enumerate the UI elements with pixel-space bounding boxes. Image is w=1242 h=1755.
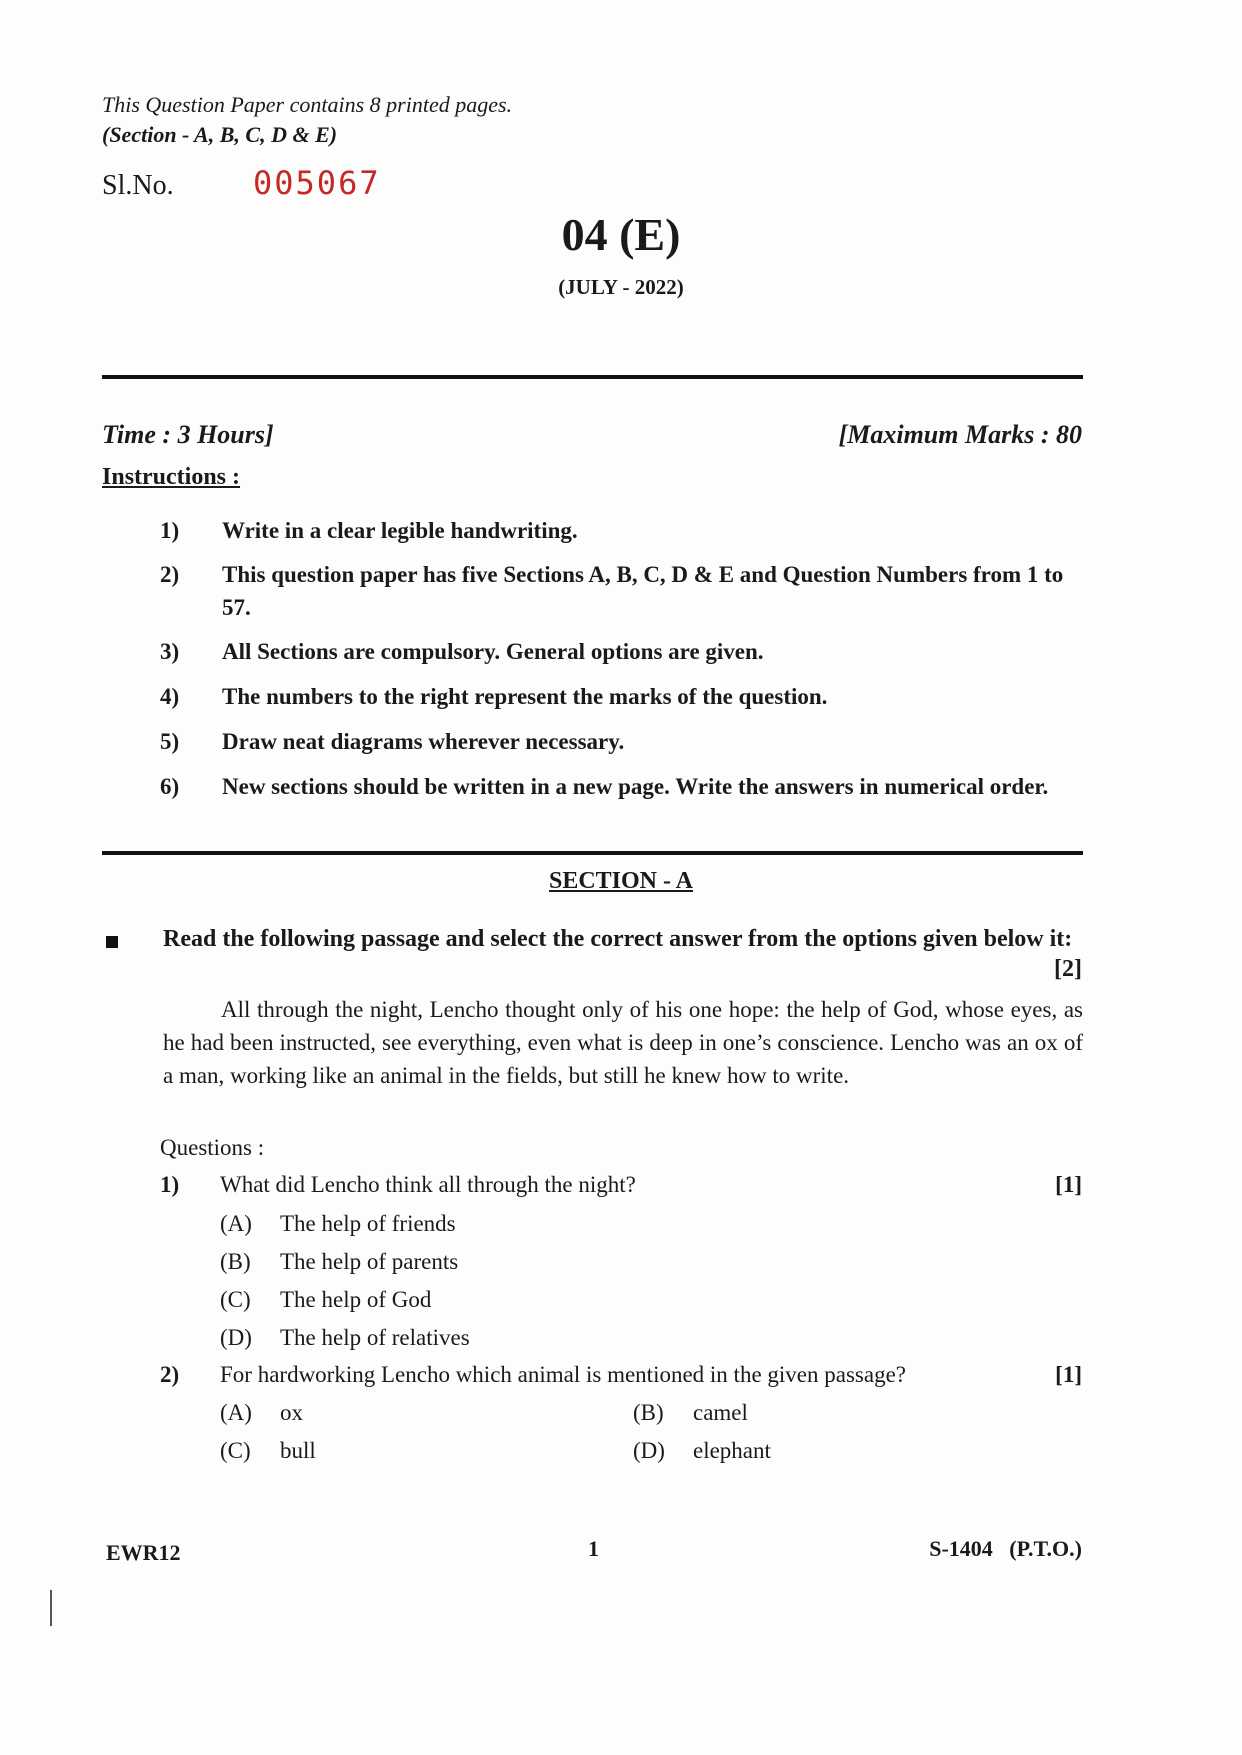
option-text: The help of God: [280, 1287, 432, 1312]
answer-option: [220, 1400, 303, 1426]
option-text: ox: [280, 1400, 303, 1425]
option-label: (A): [220, 1400, 252, 1425]
reading-passage: All through the night, Lencho thought only of his one hope: the help of God, whose eyes, as he had been instructed, see everything, even what is deep in one’s conscience. Lencho was an ox of a man, working like an animal in the fields, but still he knew how to write.: [163, 997, 1083, 1088]
option-label: (B): [633, 1400, 664, 1425]
printed-pages-note: This Question Paper contains 8 printed pages.: [102, 92, 513, 117]
option-label: (A): [220, 1211, 252, 1236]
option-label: (D): [633, 1438, 665, 1463]
instruction-text: The numbers to the right represent the marks of the question.: [222, 684, 828, 709]
answer-option: [220, 1249, 458, 1275]
answer-option: [633, 1400, 748, 1426]
maximum-marks: [Maximum Marks : 80: [838, 420, 1082, 449]
answer-option: [220, 1287, 431, 1313]
questions-label: Questions :: [160, 1135, 265, 1160]
answer-option: [633, 1438, 771, 1464]
option-label: (D): [220, 1325, 252, 1350]
time-allowed: Time : 3 Hours]: [102, 420, 274, 449]
instructions-title: Instructions :: [102, 464, 241, 490]
page-number: 1: [588, 1536, 599, 1561]
instruction-item: [160, 680, 1085, 713]
instruction-number: 6): [160, 774, 180, 799]
question-number: 2): [160, 1362, 180, 1387]
option-text: The help of relatives: [280, 1325, 470, 1350]
instruction-number: 4): [160, 684, 180, 709]
instruction-number: 5): [160, 729, 180, 754]
instruction-number: 1): [160, 518, 180, 543]
option-text: elephant: [693, 1438, 771, 1463]
answer-option: [220, 1211, 456, 1237]
section-a-title: SECTION - A: [548, 868, 694, 894]
scan-mark: [50, 1590, 52, 1626]
paper-reference: S-1404 (P.T.O.): [929, 1536, 1082, 1561]
option-text: The help of friends: [280, 1211, 456, 1236]
question-marks: [1]: [1055, 1172, 1082, 1197]
paper-code: 04 (E): [561, 209, 681, 260]
serial-number: 005067: [253, 164, 381, 202]
instruction-number: 3): [160, 639, 180, 664]
paper-code-footer: EWR12: [106, 1540, 181, 1565]
sections-note: (Section - A, B, C, D & E): [102, 122, 338, 147]
instruction-item: [160, 558, 1085, 624]
square-bullet-icon: [106, 936, 118, 948]
question-number: 1): [160, 1172, 180, 1197]
instruction-item: [160, 770, 1085, 803]
instruction-text: New sections should be written in a new page. Write the answers in numerical order.: [222, 774, 1049, 799]
instruction-text: All Sections are compulsory. General options are given.: [222, 639, 764, 664]
option-text: bull: [280, 1438, 316, 1463]
answer-option: [220, 1438, 316, 1464]
instruction-item: [160, 514, 1085, 547]
question-text: For hardworking Lencho which animal is mentioned in the given passage?: [220, 1362, 906, 1387]
question-marks: [1]: [1055, 1362, 1082, 1387]
answer-option: [220, 1325, 470, 1351]
option-label: (C): [220, 1438, 251, 1463]
option-text: camel: [693, 1400, 748, 1425]
instruction-text: This question paper has five Sections A, B, C, D & E and Question Numbers from 1 to 57.: [222, 562, 1064, 620]
instruction-text: Write in a clear legible handwriting.: [222, 518, 578, 543]
top-divider: [102, 375, 1083, 379]
option-label: (C): [220, 1287, 251, 1312]
instruction-item: [160, 725, 1085, 758]
instruction-text: Draw neat diagrams wherever necessary.: [222, 729, 625, 754]
section-divider: [102, 851, 1083, 855]
question-text: What did Lencho think all through the night?: [220, 1172, 636, 1197]
instruction-number: 2): [160, 562, 180, 587]
option-label: (B): [220, 1249, 251, 1274]
instruction-item: [160, 635, 1085, 668]
passage-marks: [2]: [1054, 956, 1082, 982]
passage-intro: Read the following passage and select the correct answer from the options given below it:: [163, 926, 1073, 952]
exam-date: (JULY - 2022): [558, 275, 684, 299]
serial-label: Sl.No.: [102, 170, 174, 201]
option-text: The help of parents: [280, 1249, 459, 1274]
